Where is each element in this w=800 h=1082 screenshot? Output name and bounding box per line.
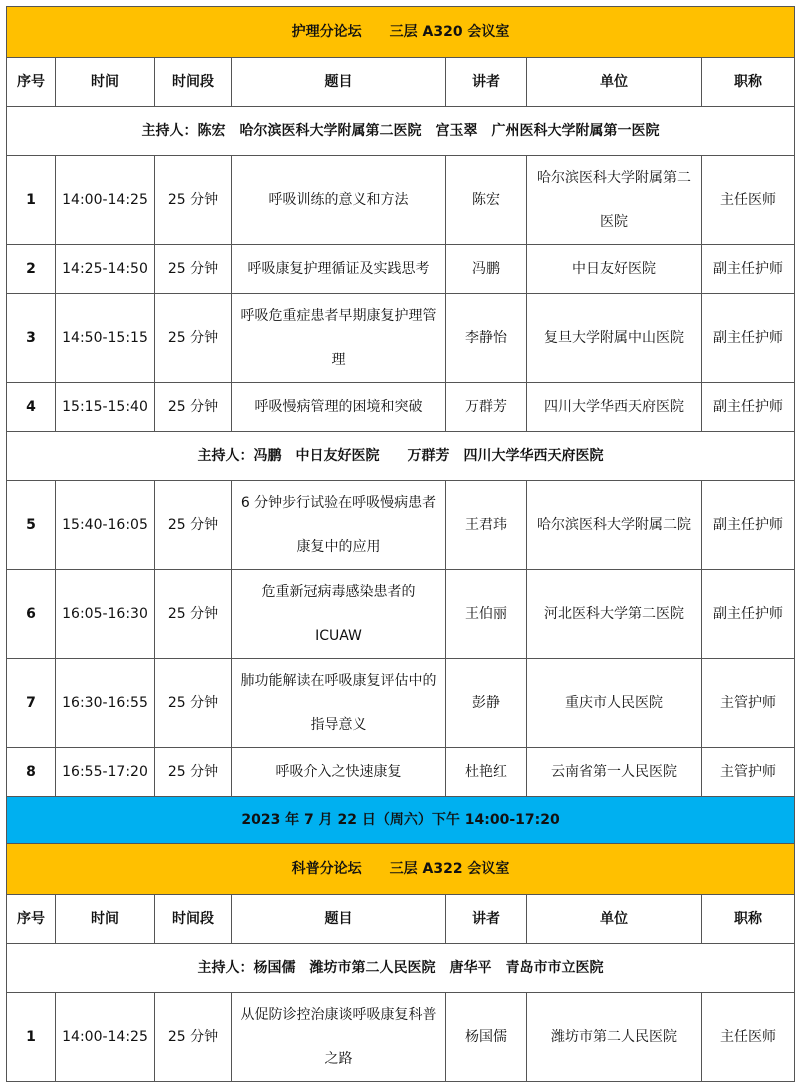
speaker-cell: 王伯丽 (446, 570, 527, 659)
duration-cell: 25 分钟 (155, 993, 232, 1082)
duration-cell: 25 分钟 (155, 245, 232, 294)
topic-cell: 6 分钟步行试验在呼吸慢病患者康复中的应用 (232, 481, 446, 570)
time-cell: 14:00-14:25 (56, 993, 155, 1082)
time-cell: 16:55-17:20 (56, 748, 155, 797)
speaker-cell: 杨国儒 (446, 993, 527, 1082)
time-cell: 15:40-16:05 (56, 481, 155, 570)
moderator-text: 主持人：冯鹏 中日友好医院 万群芳 四川大学华西天府医院 (7, 432, 795, 481)
topic-cell: 呼吸慢病管理的困境和突破 (232, 383, 446, 432)
column-header: 讲者 (446, 58, 527, 107)
forum-title: 护理分论坛 三层 A320 会议室 (7, 7, 795, 58)
title-cell: 主任医师 (702, 993, 795, 1082)
table-row (7, 748, 795, 797)
row-number: 2 (7, 245, 56, 294)
time-cell: 14:00-14:25 (56, 156, 155, 245)
topic-cell: 呼吸介入之快速康复 (232, 748, 446, 797)
row-number: 5 (7, 481, 56, 570)
title-cell: 副主任护师 (702, 294, 795, 383)
speaker-cell: 陈宏 (446, 156, 527, 245)
moderator-text: 主持人：陈宏 哈尔滨医科大学附属第二医院 宫玉翠 广州医科大学附属第一医院 (7, 107, 795, 156)
column-header: 职称 (702, 895, 795, 944)
section-title-row (7, 797, 795, 844)
duration-cell: 25 分钟 (155, 748, 232, 797)
row-number: 3 (7, 294, 56, 383)
table-row (7, 245, 795, 294)
unit-cell: 中日友好医院 (527, 245, 702, 294)
unit-cell: 潍坊市第二人民医院 (527, 993, 702, 1082)
title-cell: 副主任护师 (702, 383, 795, 432)
column-header: 讲者 (446, 895, 527, 944)
row-number: 7 (7, 659, 56, 748)
row-number: 6 (7, 570, 56, 659)
column-header: 序号 (7, 58, 56, 107)
topic-cell: 呼吸康复护理循证及实践思考 (232, 245, 446, 294)
topic-cell: 危重新冠病毒感染患者的 ICUAW (232, 570, 446, 659)
title-cell: 副主任护师 (702, 570, 795, 659)
column-header: 时间 (56, 895, 155, 944)
time-cell: 16:30-16:55 (56, 659, 155, 748)
moderator-row (7, 944, 795, 993)
duration-cell: 25 分钟 (155, 481, 232, 570)
moderator-row (7, 107, 795, 156)
unit-cell: 哈尔滨医科大学附属二院 (527, 481, 702, 570)
table-row (7, 659, 795, 748)
schedule-table (6, 6, 795, 1082)
column-header: 时间段 (155, 895, 232, 944)
unit-cell: 四川大学华西天府医院 (527, 383, 702, 432)
title-cell: 主管护师 (702, 659, 795, 748)
table-row (7, 383, 795, 432)
section-title-row (7, 844, 795, 895)
table-row (7, 481, 795, 570)
time-cell: 14:25-14:50 (56, 245, 155, 294)
row-number: 1 (7, 156, 56, 245)
topic-cell: 呼吸危重症患者早期康复护理管理 (232, 294, 446, 383)
unit-cell: 哈尔滨医科大学附属第二医院 (527, 156, 702, 245)
duration-cell: 25 分钟 (155, 156, 232, 245)
time-cell: 14:50-15:15 (56, 294, 155, 383)
table-row (7, 993, 795, 1082)
duration-cell: 25 分钟 (155, 659, 232, 748)
date-banner: 2023 年 7 月 22 日（周六）下午 14:00-17:20 (7, 797, 795, 844)
moderator-row (7, 432, 795, 481)
table-row (7, 570, 795, 659)
speaker-cell: 万群芳 (446, 383, 527, 432)
row-number: 1 (7, 993, 56, 1082)
section-title-row (7, 7, 795, 58)
title-cell: 副主任护师 (702, 481, 795, 570)
table-row (7, 156, 795, 245)
column-header: 题目 (232, 58, 446, 107)
speaker-cell: 杜艳红 (446, 748, 527, 797)
title-cell: 主任医师 (702, 156, 795, 245)
row-number: 8 (7, 748, 56, 797)
column-header: 单位 (527, 895, 702, 944)
time-cell: 15:15-15:40 (56, 383, 155, 432)
unit-cell: 河北医科大学第二医院 (527, 570, 702, 659)
moderator-text: 主持人：杨国儒 潍坊市第二人民医院 唐华平 青岛市市立医院 (7, 944, 795, 993)
topic-cell: 肺功能解读在呼吸康复评估中的指导意义 (232, 659, 446, 748)
topic-cell: 从促防诊控治康谈呼吸康复科普之路 (232, 993, 446, 1082)
column-header: 序号 (7, 895, 56, 944)
column-header: 时间段 (155, 58, 232, 107)
duration-cell: 25 分钟 (155, 383, 232, 432)
unit-cell: 云南省第一人民医院 (527, 748, 702, 797)
table-row (7, 294, 795, 383)
title-cell: 主管护师 (702, 748, 795, 797)
row-number: 4 (7, 383, 56, 432)
column-header: 单位 (527, 58, 702, 107)
speaker-cell: 彭静 (446, 659, 527, 748)
unit-cell: 复旦大学附属中山医院 (527, 294, 702, 383)
speaker-cell: 冯鹏 (446, 245, 527, 294)
speaker-cell: 王君玮 (446, 481, 527, 570)
unit-cell: 重庆市人民医院 (527, 659, 702, 748)
column-header: 职称 (702, 58, 795, 107)
title-cell: 副主任护师 (702, 245, 795, 294)
speaker-cell: 李静怡 (446, 294, 527, 383)
forum-title: 科普分论坛 三层 A322 会议室 (7, 844, 795, 895)
topic-cell: 呼吸训练的意义和方法 (232, 156, 446, 245)
table-header-row (7, 58, 795, 107)
schedule-document (6, 6, 794, 1082)
duration-cell: 25 分钟 (155, 570, 232, 659)
time-cell: 16:05-16:30 (56, 570, 155, 659)
table-header-row (7, 895, 795, 944)
column-header: 题目 (232, 895, 446, 944)
duration-cell: 25 分钟 (155, 294, 232, 383)
column-header: 时间 (56, 58, 155, 107)
